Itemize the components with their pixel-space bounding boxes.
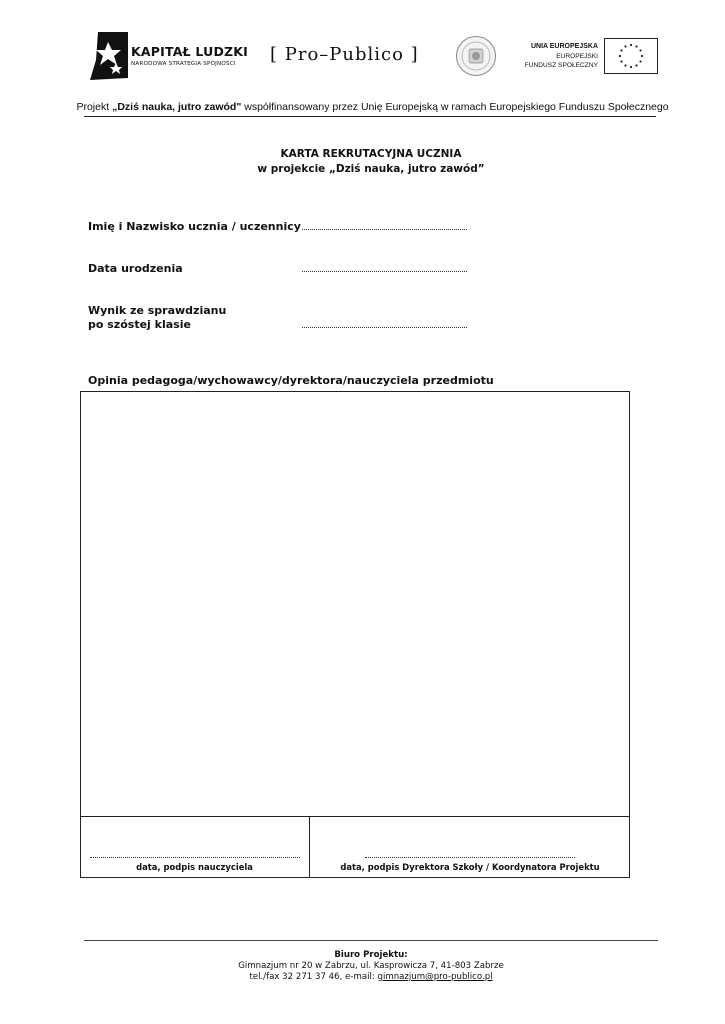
- eu-star-icon: [620, 60, 622, 62]
- footer-address: Gimnazjum nr 20 w Zabrzu, ul. Kasprowicza 7, 41-803 Zabrze: [238, 961, 504, 971]
- opinion-text-area[interactable]: [80, 391, 630, 878]
- eu-star-icon: [620, 49, 622, 51]
- footer-email-link[interactable]: gimnazjum@pro-publico.pl: [377, 972, 493, 982]
- exam-result-field-input-line[interactable]: [302, 327, 467, 328]
- eu-star-icon: [630, 66, 632, 68]
- opinion-label: Opinia pedagoga/wychowawcy/dyrektora/nauczyciela przedmiotu: [88, 374, 494, 387]
- eu-line-3: FUNDUSZ SPOŁECZNY: [524, 62, 598, 69]
- eu-star-icon: [619, 55, 621, 57]
- eu-star-icon: [639, 60, 641, 62]
- teacher-signature-line[interactable]: [90, 857, 300, 858]
- eu-line-2: EUROPEJSKI: [556, 53, 598, 60]
- eu-title: UNIA EUROPEJSKA: [530, 43, 598, 50]
- birth-date-field-label: Data urodzenia: [88, 262, 183, 275]
- signature-section-divider: [80, 816, 630, 817]
- exam-result-label-line1: Wynik ze sprawdzianu: [88, 304, 227, 317]
- document-subtitle: w projekcie „Dziś nauka, jutro zawód”: [257, 163, 485, 175]
- project-cofinancing-line: [60, 101, 685, 113]
- project-suffix: współfinansowany przez Unię Europejską w ramach Europejskiego Funduszu Społecznego: [241, 101, 669, 113]
- exam-result-label-line2: po szóstej klasie: [88, 318, 191, 331]
- footer-phone: tel./fax 32 271 37 46, e-mail:: [249, 972, 378, 982]
- footer-title: Biuro Projektu:: [334, 950, 408, 960]
- teacher-signature-caption: data, podpis nauczyciela: [136, 862, 253, 872]
- director-signature-caption: data, podpis Dyrektora Szkoły / Koordynatora Projektu: [340, 862, 600, 872]
- footer-contact: [0, 972, 725, 982]
- eu-star-icon: [630, 44, 632, 46]
- footer-divider: [84, 940, 658, 941]
- project-prefix: Projekt: [76, 101, 113, 113]
- eu-star-icon: [639, 49, 641, 51]
- header-divider: [84, 116, 656, 117]
- kapital-ludzki-subtitle: NARODOWA STRATEGIA SPÓJNOŚCI: [131, 61, 236, 67]
- school-seal-icon: [455, 35, 497, 77]
- kapital-ludzki-title: KAPITAŁ LUDZKI: [131, 44, 249, 59]
- project-name: „Dziś nauka, jutro zawód": [112, 101, 242, 113]
- eu-star-icon: [641, 55, 643, 57]
- name-field-input-line[interactable]: [302, 229, 467, 230]
- name-field-label: Imię i Nazwisko ucznia / uczennicy: [88, 220, 301, 233]
- eu-star-icon: [624, 45, 626, 47]
- document-title: KARTA REKRUTACYJNA UCZNIA: [280, 148, 462, 160]
- eu-star-icon: [624, 64, 626, 66]
- pro-publico-logo-text: [ Pro–Publico ]: [270, 44, 419, 65]
- eu-star-icon: [635, 64, 637, 66]
- director-signature-line[interactable]: [365, 857, 575, 858]
- birth-date-field-input-line[interactable]: [302, 271, 467, 272]
- eu-flag-icon: [604, 38, 658, 74]
- eu-star-icon: [635, 45, 637, 47]
